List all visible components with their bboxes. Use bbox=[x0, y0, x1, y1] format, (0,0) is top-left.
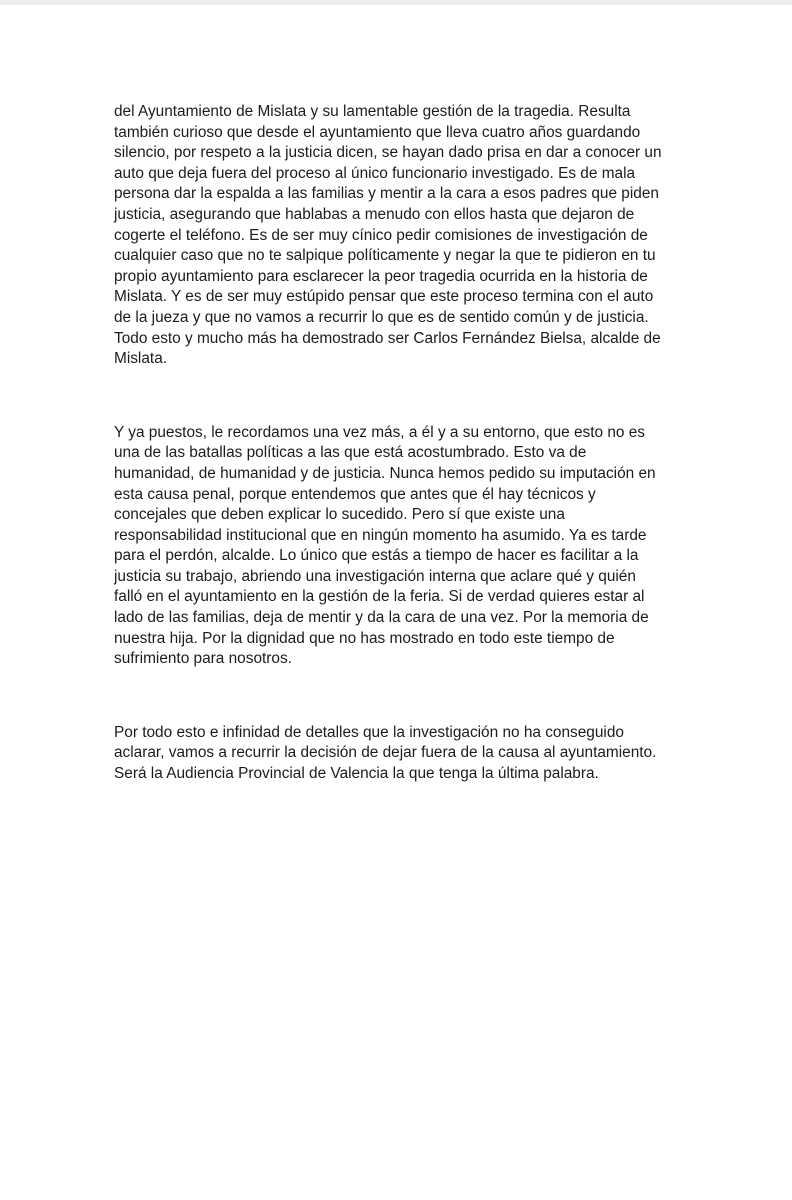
text-line: lado de las familias, deja de mentir y da la cara de una vez. Por la memoria de bbox=[114, 609, 649, 627]
text-line: para el perdón, alcalde. Lo único que estás a tiempo de hacer es facilitar a la bbox=[114, 547, 639, 565]
text-line: responsabilidad institucional que en ningún momento ha asumido. Ya es tarde bbox=[114, 526, 647, 544]
text-line: persona dar la espalda a las familias y mentir a la cara a esos padres que piden bbox=[114, 185, 659, 203]
text-line: silencio, por respeto a la justicia dicen, se hayan dado prisa en dar a conocer un bbox=[114, 144, 662, 162]
text-line: justicia su trabajo, abriendo una investigación interna que aclare qué y quién bbox=[114, 567, 636, 585]
text-line: Será la Audiencia Provincial de Valencia la que tenga la última palabra. bbox=[114, 765, 599, 783]
text-line: aclarar, vamos a recurrir la decisión de dejar fuera de la causa al ayuntamiento. bbox=[114, 744, 657, 762]
text-line: nuestra hija. Por la dignidad que no has mostrado en todo este tiempo de bbox=[114, 629, 615, 647]
text-line: Mislata. Y es de ser muy estúpido pensar que este proceso termina con el auto bbox=[114, 288, 654, 306]
text-line: Y ya puestos, le recordamos una vez más, a él y a su entorno, que esto no es bbox=[114, 423, 645, 441]
text-line: también curioso que desde el ayuntamiento que lleva cuatro años guardando bbox=[114, 123, 641, 141]
text-line: una de las batallas políticas a las que está acostumbrado. Esto va de bbox=[114, 444, 587, 462]
paragraph-spacer bbox=[114, 670, 694, 723]
text-line: concejales que deben explicar lo sucedido. Pero sí que existe una bbox=[114, 506, 565, 524]
text-line: de la jueza y que no vamos a recurrir lo que es de sentido común y de justicia. bbox=[114, 308, 649, 326]
text-line: humanidad, de humanidad y de justicia. Nunca hemos pedido su imputación en bbox=[114, 464, 656, 482]
document-page[interactable] bbox=[0, 5, 792, 1200]
document-body bbox=[114, 102, 694, 785]
text-line: propio ayuntamiento para esclarecer la peor tragedia ocurrida en la historia de bbox=[114, 267, 648, 285]
paragraph-3 bbox=[114, 723, 694, 785]
text-line: Por todo esto e infinidad de detalles que la investigación no ha conseguido bbox=[114, 723, 624, 741]
text-line: sufrimiento para nosotros. bbox=[114, 650, 292, 668]
text-line: falló en el ayuntamiento en la gestión de la feria. Si de verdad quieres estar al bbox=[114, 588, 645, 606]
text-line: esta causa penal, porque entendemos que antes que él hay técnicos y bbox=[114, 485, 596, 503]
paragraph-1 bbox=[114, 102, 694, 370]
text-line: justicia, asegurando que hablabas a menudo con ellos hasta que dejaron de bbox=[114, 205, 635, 223]
paragraph-2 bbox=[114, 423, 694, 670]
text-line: del Ayuntamiento de Mislata y su lamentable gestión de la tragedia. Resulta bbox=[114, 103, 631, 120]
paragraph-spacer bbox=[114, 370, 694, 423]
text-line: auto que deja fuera del proceso al único funcionario investigado. Es de mala bbox=[114, 164, 636, 182]
text-line: Todo esto y mucho más ha demostrado ser Carlos Fernández Bielsa, alcalde de bbox=[114, 329, 661, 347]
text-line: Mislata. bbox=[114, 350, 168, 368]
text-line: cualquier caso que no te salpique políticamente y negar la que te pidieron en tu bbox=[114, 247, 656, 265]
text-line: cogerte el teléfono. Es de ser muy cínico pedir comisiones de investigación de bbox=[114, 226, 648, 244]
